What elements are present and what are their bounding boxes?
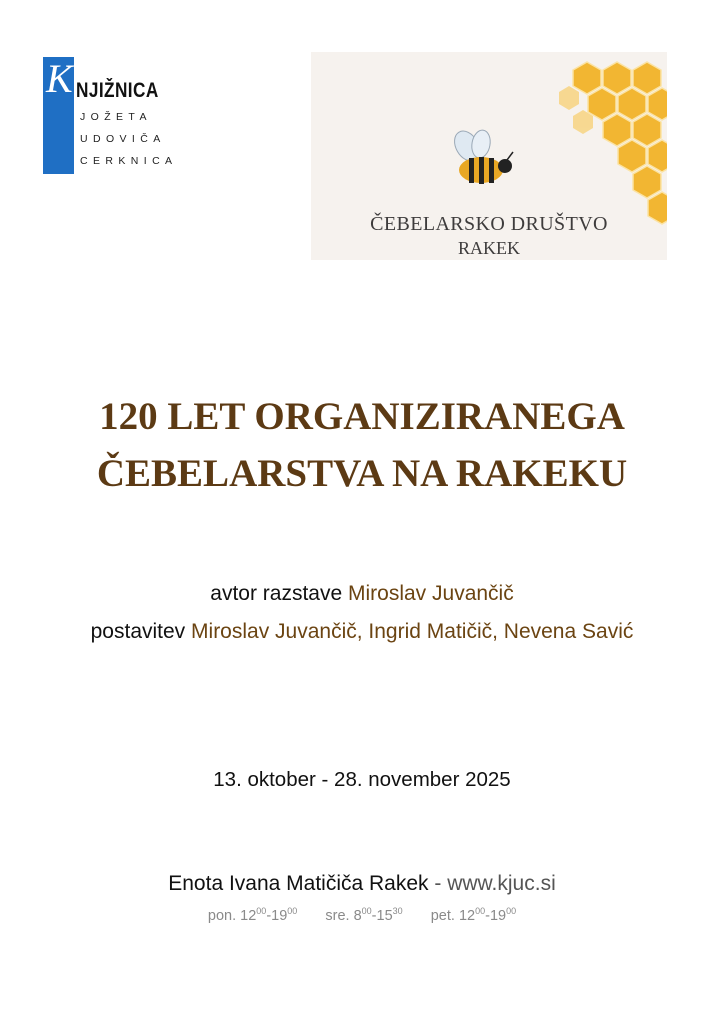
hours-wednesday: sre. $8^{00}-15^{30}$ (325, 906, 403, 924)
author-label: avtor razstave (210, 582, 343, 605)
exhibition-dates: 13. oktober - 28. november 2025 (213, 768, 511, 791)
logo-initial: K (46, 56, 73, 101)
venue-separator: - (428, 872, 448, 895)
title-line-2: ČEBELARSTVA NA RAKEKU (96, 452, 628, 495)
venue-name: Enota Ivana Matičiča Rakek (168, 872, 429, 895)
title-line-1: 120 LET ORGANIZIRANEGA (99, 395, 625, 438)
setup-line (0, 620, 724, 644)
logo-subline-3: CERKNICA (80, 155, 178, 167)
logo-word: NJIŽNICA (76, 79, 159, 102)
library-logo (43, 57, 178, 177)
author-name: Miroslav Juvančič (348, 582, 514, 605)
venue-line (0, 872, 724, 896)
beekeeping-society-banner (311, 52, 667, 260)
setup-label: postavitev (90, 620, 186, 643)
hours-friday: pet. $12^{00}-19^{00}$ (430, 906, 517, 924)
logo-subline-2: UDOVIČA (80, 133, 166, 145)
exhibition-title (0, 388, 724, 502)
society-name-line-2: RAKEK (458, 238, 520, 258)
logo-subline-1: JOŽETA (80, 111, 152, 123)
setup-names: Miroslav Juvančič, Ingrid Matičič, Nevena Savić (191, 620, 634, 643)
author-line (0, 582, 724, 606)
bee-icon (447, 128, 517, 190)
venue-url-link[interactable]: www.kjuc.si (447, 872, 556, 895)
hours-monday: pon. $12^{00}-19^{00}$ (207, 906, 298, 924)
opening-hours (0, 906, 724, 924)
society-name-line-1: ČEBELARSKO DRUŠTVO (370, 213, 608, 235)
